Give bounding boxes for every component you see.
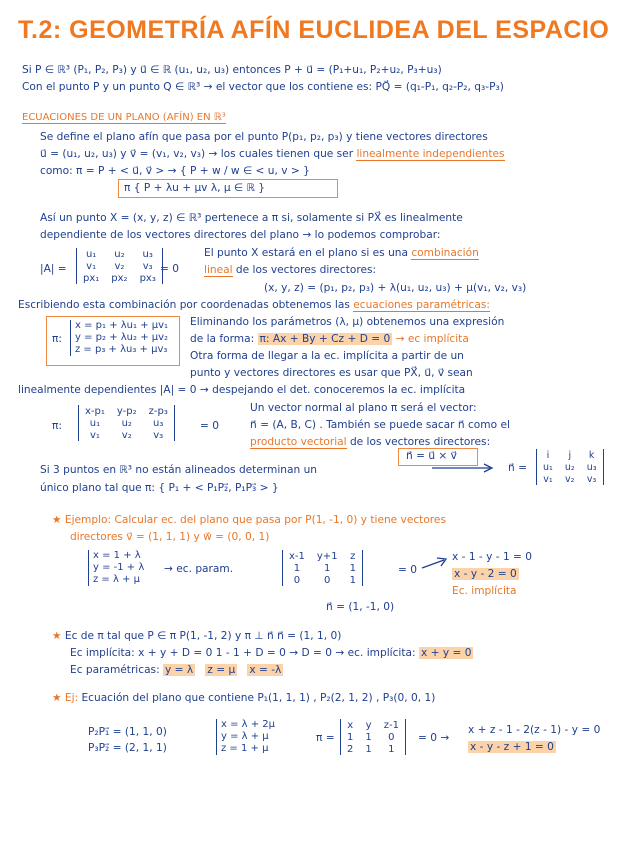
example-3-det-cell: z-1: [383, 719, 399, 731]
implicit-det-cell: u₂: [121, 417, 132, 429]
example-1-normal: n⃗ = (1, -1, 0): [326, 601, 395, 613]
example-1-det-equals: = 0: [398, 564, 417, 576]
example-1-det-cell: 1: [293, 562, 301, 574]
intro-line-2: Con el punto P y un punto Q ∈ ℝ³ → el vector que los contiene es: PQ⃗ = (q₁-P₁, q₂-P₂, q₃-P₃): [22, 81, 504, 93]
example-3-det: [340, 719, 406, 755]
example-2-implicit: Ec implícita: x + y + D = 0 1 - 1 + D = 0 → D = 0 → ec. implícita:: [70, 647, 419, 659]
example-2-line-2: [70, 647, 473, 659]
section-heading-plane-equations: ECUACIONES DE UN PLANO (AFÍN) EN ℝ³: [22, 112, 226, 123]
implicit-det-cell: u₁: [89, 417, 101, 429]
example-1-det-cell: 0: [293, 574, 301, 586]
example-1-line-2: directores v⃗ = (1, 1, 1) y w⃗ = (0, 0, 1): [70, 531, 270, 543]
normal-matrix-label: n⃗ =: [508, 462, 527, 474]
parametric-system: [70, 320, 168, 356]
example-1-result-1: x - 1 - y - 1 = 0: [452, 551, 533, 563]
example-1-result-2: [452, 568, 519, 580]
example-3-det-cell: 1: [365, 731, 372, 743]
example-2-param-x: x = -λ: [249, 664, 282, 676]
implicit-det-cell: v₃: [153, 429, 164, 441]
example-1-det: [282, 550, 363, 586]
det-a-equals: = 0: [160, 263, 179, 275]
elimination-line-2: [190, 333, 469, 345]
point-membership-line-1: Así un punto X = (x, y, z) ∈ ℝ³ pertenece a π si, solamente si PX⃗ es linealmente: [40, 212, 463, 224]
intro-line-1: Si P ∈ ℝ³ (P₁, P₂, P₃) y u⃗ ∈ ℝ (u₁, u₂, u₃) entonces P + u⃗ = (P₁+u₁, P₂+u₂, P₃+u₃): [22, 64, 442, 76]
elimination-line-3: Otra forma de llegar a la ec. implícita a partir de un: [190, 350, 464, 362]
normal-matrix-cell: u₂: [564, 461, 575, 473]
example-3-statement: Ecuación del plano que contiene P₁(1, 1, 1) , P₂(2, 1, 2) , P₃(0, 0, 1): [78, 692, 436, 704]
implicit-det-cell: u₃: [153, 417, 164, 429]
parametric-intro-text: Escribiendo esta combinación por coordenadas obtenemos las: [18, 299, 354, 311]
implicit-label: → ec implícita: [392, 333, 469, 345]
example-1-implicit-label: Ec. implícita: [452, 585, 517, 597]
example-1-det-cell: 1: [349, 562, 356, 574]
example-3-vector-1: P₂P₁⃗ = (1, 1, 0): [88, 726, 167, 738]
det-a-cell: u₂: [114, 248, 125, 260]
parametric-eq-z: z = p₃ + λu₃ + μv₃: [75, 344, 168, 355]
parametric-eq-y: y = p₂ + λu₂ + μv₂: [75, 332, 169, 343]
example-3-det-cell: x: [347, 719, 354, 731]
plane-definition-line-2: [40, 148, 505, 160]
det-a-cell: v₂: [114, 260, 125, 272]
example-2-parametric-label: Ec paramétricas:: [70, 664, 164, 676]
example-1-label: Ejemplo:: [64, 514, 112, 526]
point-membership-line-2: dependiente de los vectores directores del plano → lo podemos comprobar:: [40, 229, 441, 241]
plane-definition-line-3: como: π = P + < u⃗, v⃗ > → { P + w / w ∈ < u, v > }: [40, 165, 310, 177]
example-1-det-cell: z: [350, 550, 356, 562]
example-2-param-y: y = λ: [165, 664, 194, 676]
det-a-cell: px₁: [83, 272, 100, 284]
normal-matrix-cell: v₂: [565, 473, 575, 485]
normal-matrix-cell: u₃: [586, 461, 597, 473]
det-a-cell: u₃: [142, 248, 153, 260]
example-1-det-cell: x-1: [289, 550, 305, 562]
parametric-eq-x: x = p₁ + λu₁ + μv₁: [75, 320, 169, 331]
example-1-det-cell: 1: [324, 562, 331, 574]
elimination-line-4: punto y vectores directores es usar que PX⃗, u⃗, v⃗ sean: [190, 367, 473, 379]
example-1-bullet: ★: [52, 514, 62, 526]
example-1-eq-z: z = λ + μ: [93, 574, 141, 585]
parametric-equations-highlight: ecuaciones paramétricas:: [353, 299, 490, 311]
implicit-det-equals: = 0: [200, 420, 219, 432]
example-3-det-cell: y: [365, 719, 372, 731]
example-3-pi-label: π =: [316, 732, 335, 744]
implicit-det-cell: v₁: [89, 429, 100, 441]
example-2-param-z: z = μ: [207, 664, 236, 676]
elimination-line-1: Eliminando los parámetros (λ, μ) obtenemos una expresión: [190, 316, 505, 328]
example-2-bullet: ★: [52, 630, 62, 642]
page-title: T.2: GEOMETRÍA AFÍN EUCLIDEA DEL ESPACIO: [18, 16, 610, 44]
cross-product-highlight: producto vectorial: [250, 436, 347, 448]
normal-vector-line-1: Un vector normal al plano π será el vector:: [250, 402, 477, 414]
lineal-highlight: lineal: [204, 264, 233, 276]
implicit-det-matrix: [78, 405, 175, 441]
example-1-arrow: [420, 556, 450, 570]
implicit-det-cell: v₂: [121, 429, 132, 441]
parametric-pi-label: π:: [52, 333, 62, 345]
directors-text: de los vectores directores:: [232, 264, 377, 276]
example-3-result-2: [468, 741, 556, 753]
plane-set-formula: π { P + λu + μv λ, μ ∈ ℝ }: [124, 182, 266, 194]
example-3-label: Ej:: [64, 692, 79, 704]
det-a-matrix: [76, 248, 163, 284]
det-a-cell: v₃: [142, 260, 153, 272]
normal-matrix-cell: u₁: [543, 461, 553, 473]
example-3-det-cell: 2: [347, 743, 354, 755]
plane-definition-line-1: Se define el plano afín que pasa por el punto P(p₁, p₂, p₃) y tiene vectores directores: [40, 131, 488, 143]
example-3-bullet: ★: [52, 692, 62, 704]
direction-vectors-text: u⃗ = (u₁, u₂, u₃) y v⃗ = (v₁, v₂, v₃) → los cuales tienen que ser: [40, 148, 357, 160]
three-points-line-1: Si 3 puntos en ℝ³ no están alineados determinan un: [40, 464, 318, 476]
parametric-intro-line: [18, 299, 490, 311]
combination-formula: (x, y, z) = (p₁, p₂, p₃) + λ(u₁, u₂, u₃) + μ(v₁, v₂, v₃): [264, 282, 527, 294]
example-2-statement: Ec de π tal que P ∈ π P(1, -1, 2) y π ⊥ n⃗ n⃗ = (1, 1, 0): [64, 630, 342, 642]
example-3-det-cell: 0: [388, 731, 395, 743]
example-3-result-1: x + z - 1 - 2(z - 1) - y = 0: [468, 724, 601, 736]
implicit-det-cell: x-p₁: [85, 405, 105, 417]
implicit-form-highlight: π: Ax + By + Cz + D = 0: [259, 333, 391, 345]
normal-vector-line-3: [250, 436, 490, 448]
linear-independence-text: linealmente independientes: [356, 148, 505, 160]
example-3-det-cell: 1: [347, 731, 354, 743]
form-text: de la forma:: [190, 333, 258, 345]
det-a-cell: v₁: [86, 260, 97, 272]
normal-matrix-cell: k: [588, 449, 595, 461]
example-1-line-1: [52, 514, 446, 526]
example-3-eq-y: y = λ + μ: [221, 731, 269, 742]
example-2-line-1: [52, 630, 341, 642]
combination-line-1: [204, 247, 479, 259]
det-a-cell: px₂: [111, 272, 128, 284]
implicit-pi-label: π:: [52, 420, 62, 432]
example-3-system: [216, 719, 275, 755]
example-1-statement: Calcular ec. del plano que pasa por P(1, -1, 0) y tiene vectores: [111, 514, 446, 526]
arrow-to-normal: [430, 462, 500, 474]
example-1-result-2-highlight: x - y - 2 = 0: [454, 568, 517, 580]
det-a-cell: px₃: [139, 272, 156, 284]
example-3-det-cell: 1: [388, 743, 395, 755]
example-3-det-cell: 1: [365, 743, 372, 755]
example-3-det-equals: = 0 →: [418, 732, 450, 744]
normal-matrix-cell: v₃: [586, 473, 597, 485]
normal-matrix-cell: v₁: [543, 473, 553, 485]
directors-text-2: de los vectores directores:: [346, 436, 491, 448]
example-1-system: [88, 550, 144, 586]
det-a-label: |A| =: [40, 263, 67, 275]
det-a-cell: u₁: [85, 248, 97, 260]
example-3-line-1: [52, 692, 435, 704]
normal-matrix: [536, 449, 604, 485]
example-1-det-cell: 0: [324, 574, 331, 586]
cross-product-formula: n⃗ = u⃗ × v⃗: [406, 450, 457, 462]
combination-text: El punto X estará en el plano si es una: [204, 247, 412, 259]
combination-line-2: [204, 264, 376, 276]
example-1-eq-y: y = -1 + λ: [93, 562, 145, 573]
example-1-eq-x: x = 1 + λ: [93, 550, 141, 561]
normal-matrix-cell: j: [568, 449, 572, 461]
example-2-implicit-result: x + y = 0: [420, 647, 472, 659]
elimination-line-5: linealmente dependientes |A| = 0 → despejando el det. conoceremos la ec. implícita: [18, 384, 466, 396]
example-3-vector-2: P₃P₂⃗ = (2, 1, 1): [88, 742, 167, 754]
combination-highlight: combinación: [411, 247, 479, 259]
example-1-det-cell: 1: [349, 574, 356, 586]
implicit-det-cell: y-p₂: [116, 405, 137, 417]
implicit-det-cell: z-p₃: [148, 405, 168, 417]
example-1-det-cell: y+1: [316, 550, 338, 562]
example-3-eq-x: x = λ + 2μ: [221, 719, 276, 730]
three-points-line-2: único plano tal que π: { P₁ + < P₁P₂⃗, P₁P₃⃗ > }: [40, 482, 279, 494]
example-1-param-label: → ec. param.: [164, 563, 234, 575]
example-3-result-2-highlight: x - y - z + 1 = 0: [470, 741, 554, 753]
example-3-eq-z: z = 1 + μ: [221, 743, 269, 754]
normal-matrix-cell: i: [546, 449, 550, 461]
normal-vector-line-2: n⃗ = (A, B, C) . También se puede sacar n⃗ como el: [250, 419, 510, 431]
example-2-line-3: [70, 664, 283, 676]
